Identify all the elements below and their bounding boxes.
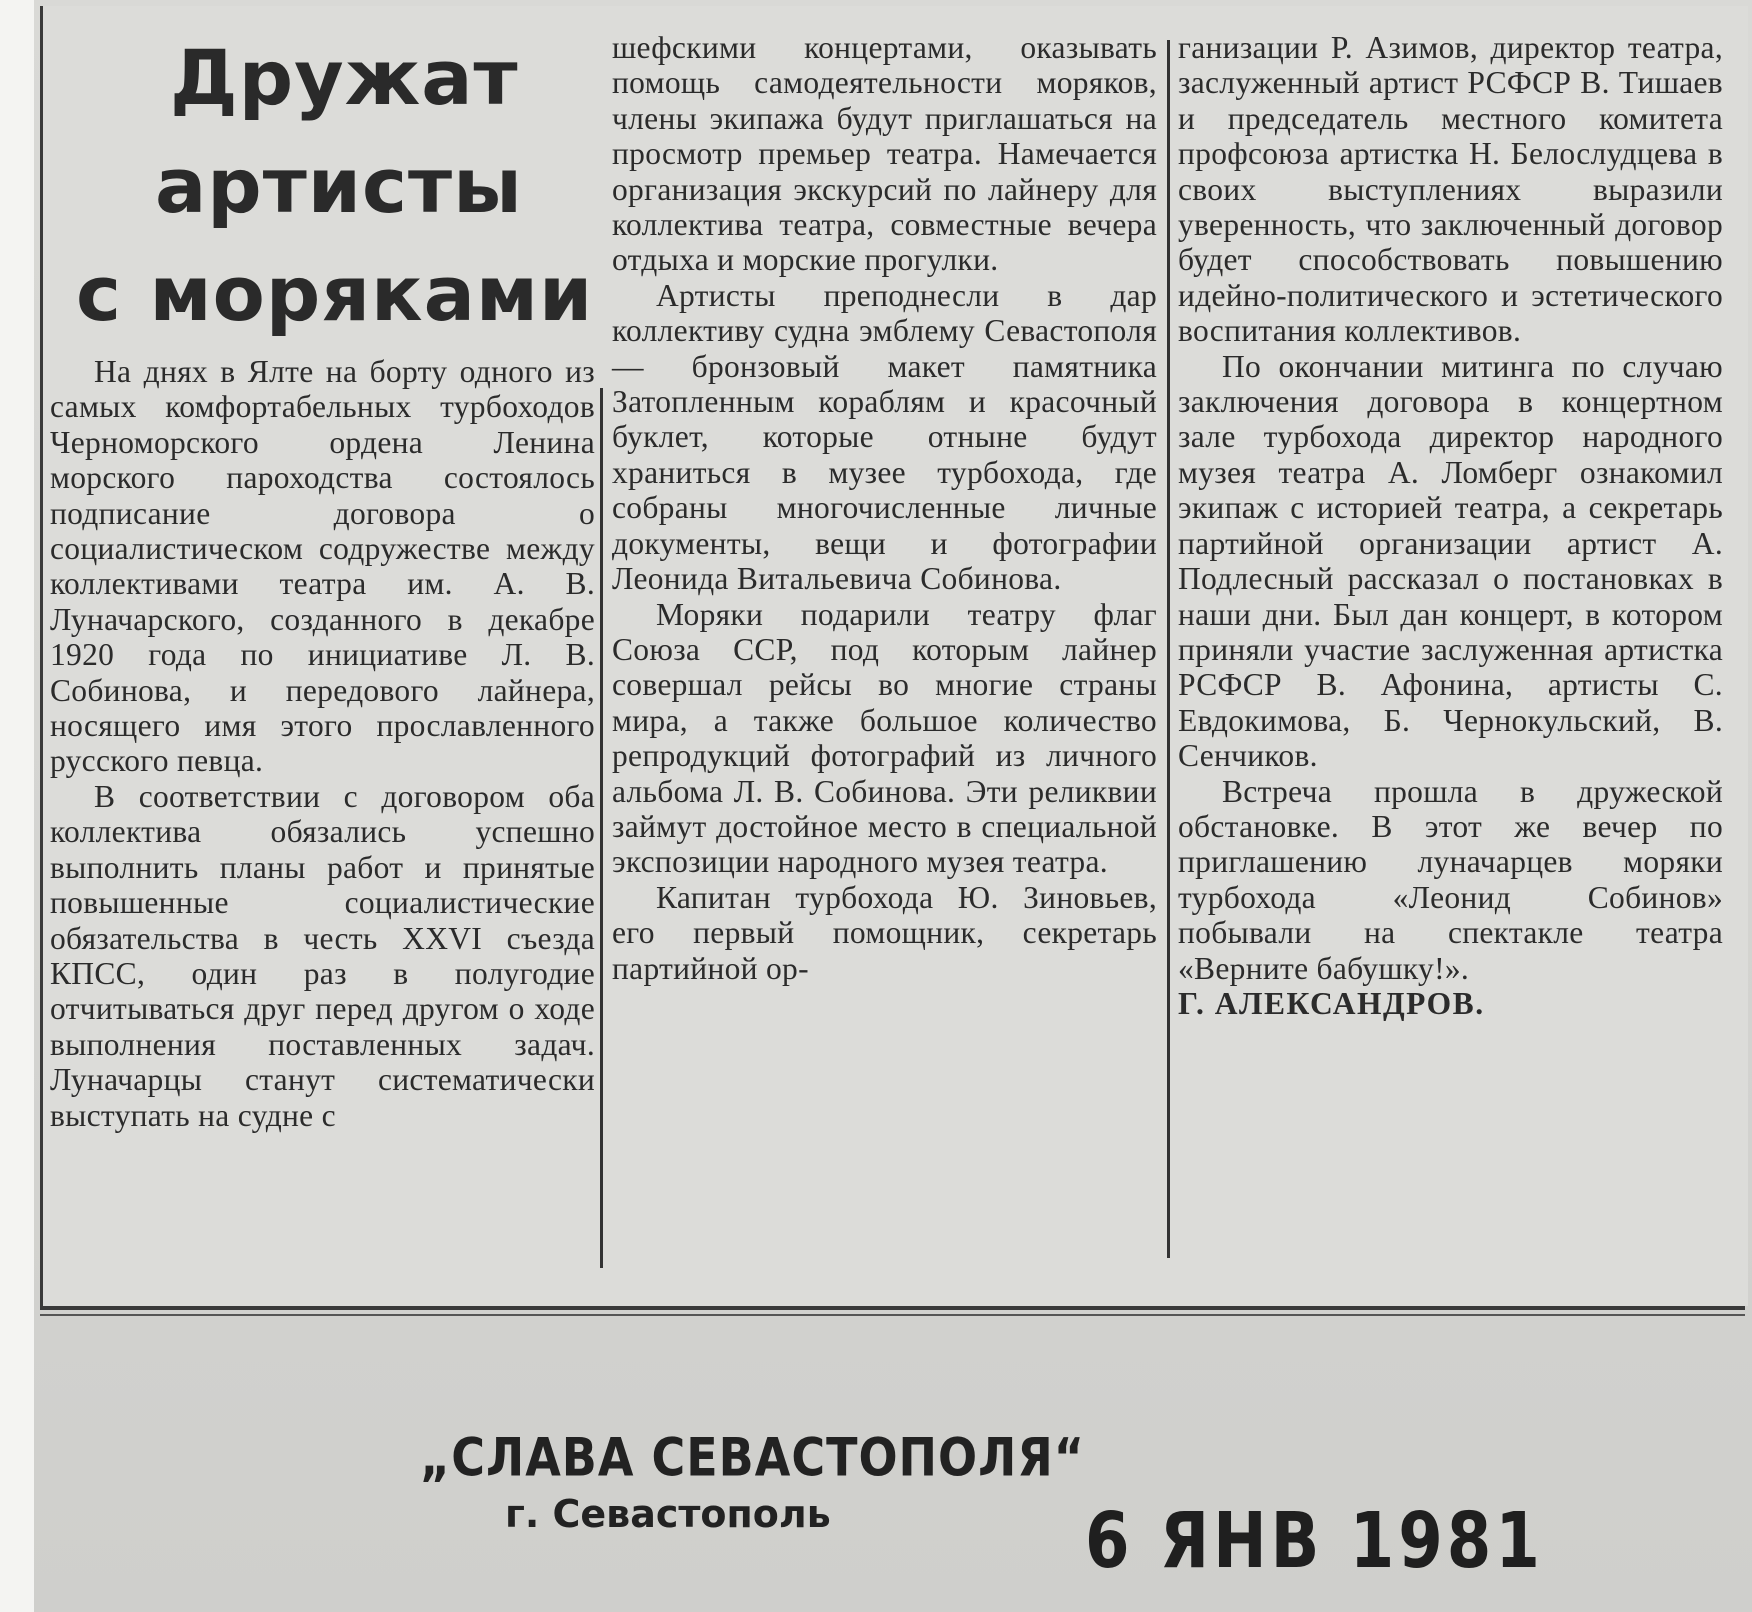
paragraph: По окончании митинга по случаю заключения договора в концертном зале турбохода директор народного музея театра А. Ломберг ознакомил экипаж с историей театра, а секретарь партийной организации артист А. Подлесный рассказал о постановках в наши дни. Был дан концерт, в котором приняли участие заслуженная артистка РСФСР В. Афонина, артисты С. Евдокимова, Б. Чернокульский, В. Сенчиков. [1178, 348, 1723, 774]
column-divider [600, 388, 603, 1268]
paragraph: Встреча прошла в дружеской обстановке. В этот же вечер по приглашению луначарцев моряки турбохода «Леонид Собинов» побывали на спектакле театра «Верните бабушку!». [1178, 773, 1723, 986]
paragraph: Моряки подарили театру флаг Союза ССР, под которым лайнер совершал рейсы во многие страны мира, а также большое количество репродукций фотографий из личного альбома Л. В. Собинова. Эти реликвии займут достойное место в специальной экспозиции народного музея театра. [612, 596, 1157, 880]
headline-line-2: артисты [155, 141, 523, 230]
clipping-bottom-rule-thin [40, 1314, 1745, 1316]
clipping-bottom-rule [40, 1306, 1745, 1310]
paragraph: На днях в Ялте на борту одного из самых комфортабельных турбоходов Черноморского ордена Ленина морского пароходства состоялось подписание договора о социалистическом содружестве между коллективами театра им. А. В. Луначарского, созданного в декабре 1920 года по инициативе Л. В. Собинова, и передового лайнера, носящего имя этого прославленного русского певца. [50, 354, 595, 779]
article-column-3 [1178, 30, 1723, 1021]
newspaper-name-stamp: „СЛАВА СЕВАСТОПОЛЯ“ [420, 1425, 1086, 1489]
scan-left-margin [0, 0, 34, 1612]
headline-line-3: с моряками [76, 249, 594, 338]
paragraph: В соответствии с договором оба коллектива обязались успешно выполнить планы работ и принятые повышенные социалистические обязательства в честь XXVI съезда КПСС, один раз в полугодие отчитываться друг перед другом о ходе выполнения поставленных задач. Луначарцы станут систематически выступать на судне с [50, 778, 595, 1133]
paragraph: Капитан турбохода Ю. Зиновьев, его первый помощник, секретарь партийной ор- [612, 879, 1157, 986]
paragraph: шефскими концертами, оказывать помощь самодеятельности моряков, члены экипажа будут приглашаться на просмотр премьер театра. Намечается организация экскурсий по лайнеру для коллектива театра, совместные вечера отдыха и морские прогулки. [612, 30, 1157, 278]
paragraph: Артисты преподнесли в дар коллективу судна эмблему Севастополя — бронзовый макет памятника Затопленным кораблям и красочный буклет, которые отныне будут храниться в музее турбохода, где собраны многочисленные личные документы, вещи и фотографии Леонида Витальевича Собинова. [612, 277, 1157, 597]
article-column-2 [612, 30, 1157, 986]
author-signature: Г. АЛЕКСАНДРОВ. [1178, 985, 1485, 1021]
date-stamp: 6 ЯНВ 1981 [1085, 1497, 1544, 1587]
headline [50, 24, 595, 348]
headline-line-1: Дружат [170, 33, 519, 122]
paragraph: ганизации Р. Азимов, директор театра, заслуженный артист РСФСР В. Тишаев и председатель местного комитета профсоюза артистка Н. Белослудцева в своих выступлениях выразили уверенность, что заключенный договор будет способствовать повышению идейно-политического и эстетического воспитания коллективов. [1178, 30, 1723, 349]
column-divider [1167, 40, 1170, 1258]
article-column-1 [50, 24, 595, 1133]
city-stamp: г. Севастополь [505, 1492, 831, 1536]
